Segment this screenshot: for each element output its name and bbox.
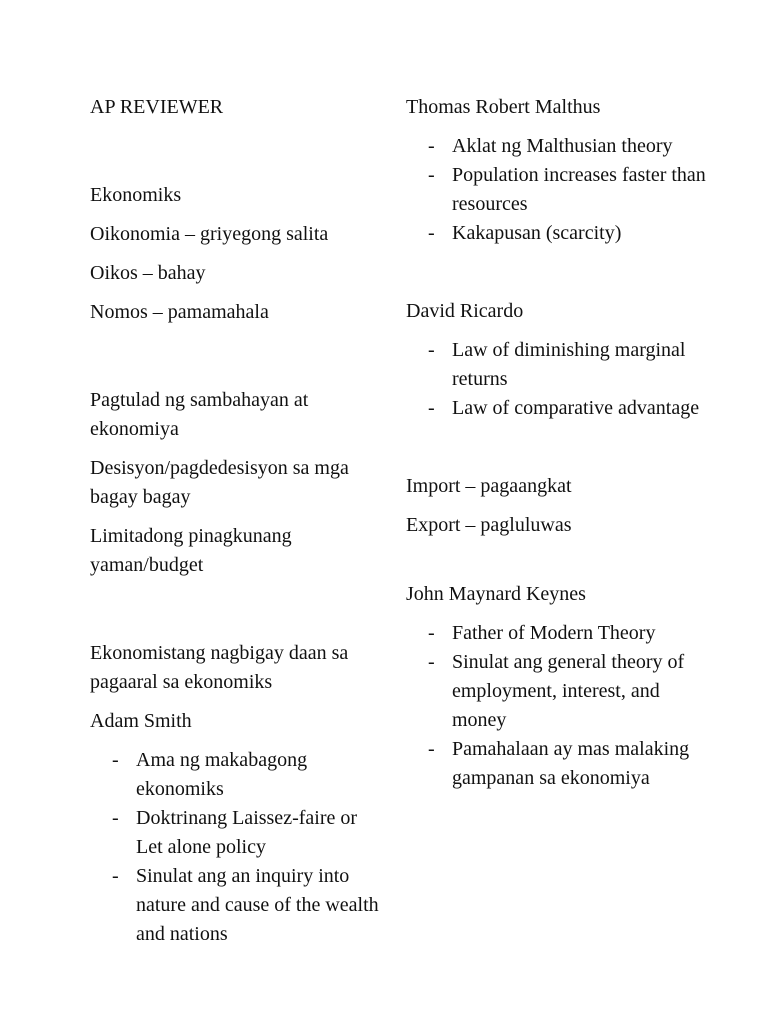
term-export: Export – pagluluwas xyxy=(406,514,572,536)
right-column xyxy=(406,93,706,803)
list-item: - Sinulat ang an inquiry into nature and cause of the wealth and nations xyxy=(90,862,380,949)
spacer xyxy=(406,258,706,297)
economist-adam-smith: Adam Smith xyxy=(90,710,192,732)
term-nomos: Nomos – pamamahala xyxy=(90,301,269,323)
ekonomista-heading: Ekonomistang nagbigay daan sa pagaaral sa ekonomiks xyxy=(90,642,349,693)
list-item: - Aklat ng Malthusian theory xyxy=(406,132,706,161)
economist-malthus: Thomas Robert Malthus xyxy=(406,96,601,118)
spacer xyxy=(90,132,380,181)
note-desisyon: Desisyon/pagdedesisyon sa mga bagay bagay xyxy=(90,457,349,508)
term-import: Import – pagaangkat xyxy=(406,475,572,497)
keynes-points xyxy=(406,619,706,793)
list-item: - Law of comparative advantage xyxy=(406,394,706,423)
term-ekonomiks: Ekonomiks xyxy=(90,184,182,206)
list-item: - Sinulat ang general theory of employment, interest, and money xyxy=(406,648,706,735)
economist-ricardo: David Ricardo xyxy=(406,300,524,322)
malthus-points xyxy=(406,132,706,248)
ricardo-points xyxy=(406,336,706,423)
adam-smith-points xyxy=(90,746,380,949)
note-pagtulad: Pagtulad ng sambahayan at ekonomiya xyxy=(90,389,309,440)
spacer xyxy=(406,433,706,472)
list-item: - Kakapusan (scarcity) xyxy=(406,219,706,248)
list-item: - Pamahalaan ay mas malaking gampanan sa ekonomiya xyxy=(406,735,706,793)
note-limitado: Limitadong pinagkunang yaman/budget xyxy=(90,525,292,576)
list-item: - Ama ng makabagong ekonomiks xyxy=(90,746,380,804)
economist-keynes: John Maynard Keynes xyxy=(406,583,586,605)
list-item: - Population increases faster than resources xyxy=(406,161,706,219)
term-oikos: Oikos – bahay xyxy=(90,262,206,284)
document-title: AP REVIEWER xyxy=(90,96,224,118)
list-item: - Doktrinang Laissez-faire or Let alone policy xyxy=(90,804,380,862)
spacer xyxy=(90,337,380,386)
term-oikonomia: Oikonomia – griyegong salita xyxy=(90,223,329,245)
list-item: - Law of diminishing marginal returns xyxy=(406,336,706,394)
spacer xyxy=(406,550,706,580)
list-item: - Father of Modern Theory xyxy=(406,619,706,648)
spacer xyxy=(90,590,380,639)
left-column xyxy=(90,93,380,959)
